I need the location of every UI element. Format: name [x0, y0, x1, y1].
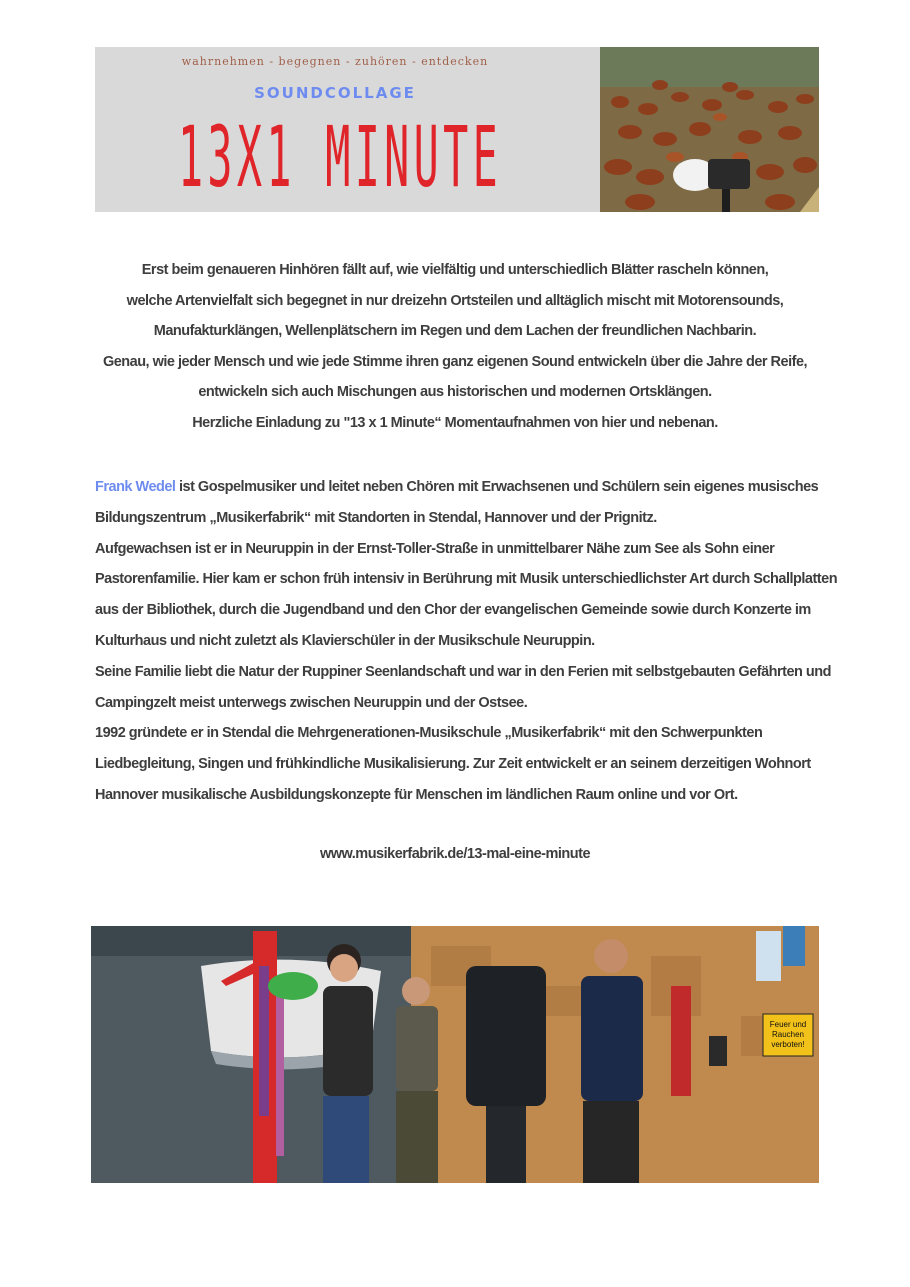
bio-line: Liedbegleitung, Singen und frühkindliche Musikalisierung. Zur Zeit entwickelt er an seinem derzeitigen Wohnort — [95, 756, 811, 773]
header-banner — [95, 47, 819, 212]
intro-text — [95, 255, 815, 438]
sign-line: verboten! — [771, 1040, 805, 1049]
intro-line: welche Artenvielfalt sich begegnet in nur dreizehn Ortsteilen und alltäglich mischt mit Motorensounds, — [126, 292, 784, 309]
kicker-label: SOUNDCOLLAGE — [254, 84, 416, 102]
bio-line: Seine Familie liebt die Natur der Ruppiner Seenlandschaft und war in den Ferien mit selbstgebauten Gefährten und — [95, 663, 831, 680]
bio-name: Frank Wedel — [95, 479, 176, 495]
intro-line: Genau, wie jeder Mensch und wie jede Stimme ihren ganz eigenen Sound entwickeln über die Jahre der Reife, — [102, 353, 808, 370]
tagline: wahrnehmen - begegnen - zuhören - entdecken — [181, 55, 489, 68]
bio-line: aus der Bibliothek, durch die Jugendband und den Chor der evangelischen Gemeinde sowie durch Konzerte im — [95, 602, 811, 619]
bio-line: Campingzelt meist unterwegs zwischen Neuruppin und der Ostsee. — [95, 694, 528, 711]
sign-line: Rauchen — [771, 1030, 805, 1039]
page-title: 13X1 MINUTE — [177, 107, 503, 207]
bio-line: Aufgewachsen ist er in Neuruppin in der Ernst-Toller-Straße in unmittelbarer Nähe zum See als Sohn einer — [95, 540, 775, 557]
intro-line: entwickeln sich auch Mischungen aus historischen und modernen Ortsklängen. — [198, 384, 712, 400]
intro-line: Erst beim genaueren Hinhören fällt auf, wie vielfältig und unterschiedlich Blätter rascheln können, — [141, 262, 769, 278]
website-url: www.musikerfabrik.de/13-mal-eine-minute — [319, 846, 591, 862]
bio-first-line — [95, 472, 819, 503]
sign-line: Feuer und — [769, 1020, 807, 1029]
bio-line: Pastorenfamilie. Hier kam er schon früh intensiv in Berührung mit Musik unterschiedlichster Art durch Schallplatten — [95, 571, 838, 588]
workshop-photo — [91, 926, 819, 1183]
chicken-field-photo — [600, 47, 819, 212]
no-smoking-sign — [763, 1014, 813, 1056]
intro-line: Manufakturklängen, Wellenplätschern im Regen und dem Lachen der freundlichen Nachbarin. — [153, 323, 757, 339]
bio-line: Bildungszentrum „Musikerfabrik“ mit Standorten in Stendal, Hannover und der Prignitz. — [95, 509, 657, 526]
bio-line: 1992 gründete er in Stendal die Mehrgenerationen-Musikschule „Musikerfabrik“ mit den Schwerpunkten — [95, 725, 763, 742]
bio-line: Hannover musikalische Ausbildungskonzepte für Menschen im ländlichen Raum online und vor Ort. — [95, 786, 738, 803]
bio-text — [95, 472, 838, 811]
intro-line: Herzliche Einladung zu "13 x 1 Minute“ Momentaufnahmen von hier und nebenan. — [192, 414, 718, 431]
bio-line: ist Gospelmusiker und leitet neben Chören mit Erwachsenen und Schülern sein eigenes musisches — [175, 479, 819, 495]
bio-line: Kulturhaus und nicht zuletzt als Klavierschüler in der Musikschule Neuruppin. — [95, 632, 595, 649]
